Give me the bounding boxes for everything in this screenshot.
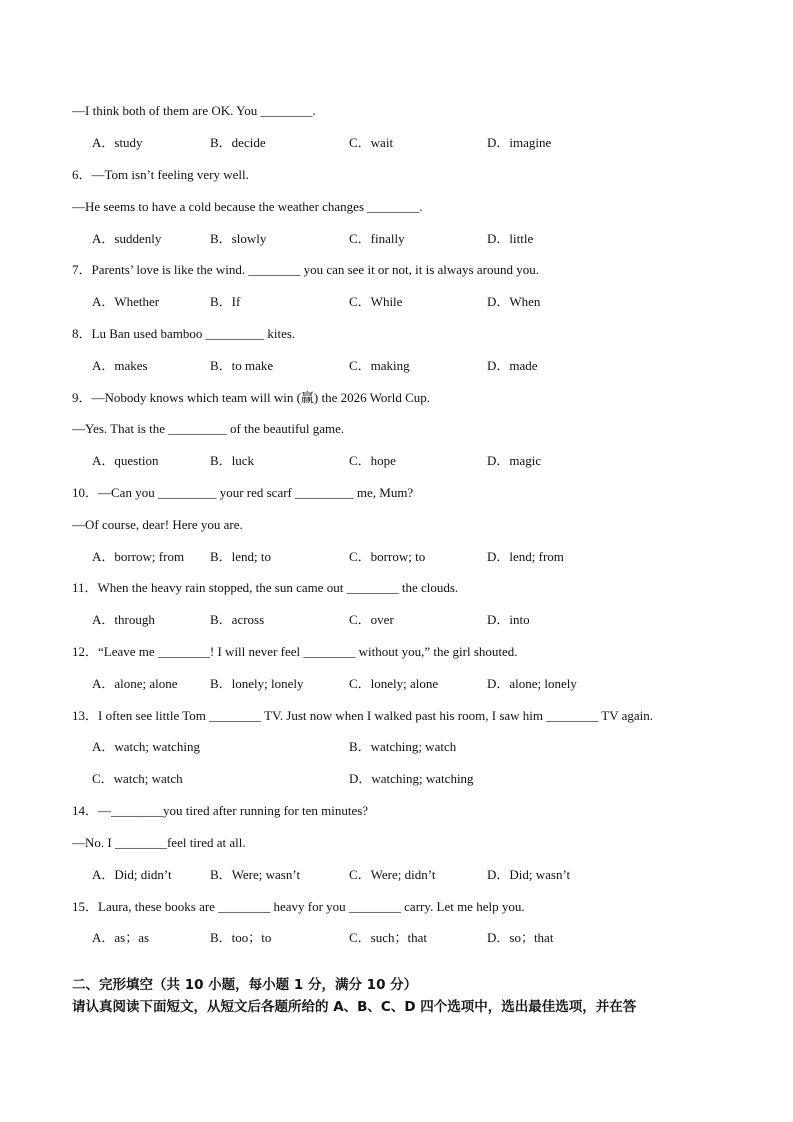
option-d: D．magic — [487, 453, 542, 468]
option-d: D．so；that — [487, 930, 554, 945]
question-11-options — [92, 612, 732, 628]
question-14-options — [92, 867, 732, 883]
option-d: D．made — [487, 358, 538, 373]
option-b: B．If — [210, 294, 241, 309]
question-12-options — [92, 676, 732, 692]
question-10-options — [92, 549, 732, 565]
question-15-line-1: 15．Laura, these books are ________ heavy for you ________ carry. Let me help you. — [72, 899, 525, 914]
question-13-line-1: 13．I often see little Tom ________ TV. Just now when I walked past his room, I saw him ________ TV again. — [72, 708, 654, 723]
option-c: C．wait — [349, 135, 394, 150]
question-8-line-1: 8．Lu Ban used bamboo _________ kites. — [72, 326, 296, 341]
option-d: D．alone; lonely — [487, 676, 577, 691]
option-c: C．lonely; alone — [349, 676, 439, 691]
question-13-options-row-1 — [92, 739, 732, 755]
question-7-line-1: 7．Parents’ love is like the wind. ________ you can see it or not, it is always around you. — [72, 262, 539, 277]
question-9-line-1: 9．—Nobody knows which team will win (赢) the 2026 World Cup. — [72, 390, 430, 405]
option-c: C．hope — [349, 453, 396, 468]
option-c: C．Were; didn’t — [349, 867, 436, 882]
option-c: C．finally — [349, 231, 405, 246]
question-14-line-1: 14．—________you tired after running for ten minutes? — [72, 803, 369, 818]
option-d: D．When — [487, 294, 541, 309]
option-b: B．watching; watch — [349, 739, 457, 754]
question-6-line-2: —He seems to have a cold because the weather changes ________. — [72, 199, 423, 214]
question-10-line-2: —Of course, dear! Here you are. — [72, 517, 243, 532]
option-a: A．suddenly — [92, 231, 162, 246]
option-b: B．too；to — [210, 930, 272, 945]
option-a: A．Did; didn’t — [92, 867, 172, 882]
question-6-line-1: 6．—Tom isn’t feeling very well. — [72, 167, 249, 182]
option-a: A．question — [92, 453, 159, 468]
option-a: A．watch; watching — [92, 739, 200, 754]
option-b: B．slowly — [210, 231, 267, 246]
option-b: B．decide — [210, 135, 266, 150]
option-d: D．into — [487, 612, 530, 627]
option-c: C．over — [349, 612, 394, 627]
section-instruction: 请认真阅读下面短文，从短文后各题所给的 A、B、C、D 四个选项中，选出最佳选项，并在答 — [72, 999, 637, 1015]
option-c: C．borrow; to — [349, 549, 426, 564]
question-10-line-1: 10．—Can you _________ your red scarf _________ me, Mum? — [72, 485, 414, 500]
question-7-options — [92, 294, 732, 310]
option-a: A．as；as — [92, 930, 150, 945]
option-d: D．imagine — [487, 135, 552, 150]
option-c: C．such；that — [349, 930, 427, 945]
option-d: D．Did; wasn’t — [487, 867, 571, 882]
option-a: A．Whether — [92, 294, 160, 309]
option-c: C．While — [349, 294, 403, 309]
question-14-line-2: —No. I ________feel tired at all. — [72, 835, 246, 850]
question-12-line-1: 12．“Leave me ________! I will never feel ________ without you,” the girl shouted. — [72, 644, 518, 659]
option-b: B．across — [210, 612, 265, 627]
question-5-line-1: —I think both of them are OK. You ________. — [72, 103, 316, 118]
question-8-options — [92, 358, 732, 374]
section-title: 二、完形填空（共 10 小题，每小题 1 分，满分 10 分） — [72, 977, 418, 993]
option-c: C．watch; watch — [92, 771, 183, 786]
option-d: D．lend; from — [487, 549, 564, 564]
option-a: A．makes — [92, 358, 148, 373]
option-a: A．through — [92, 612, 155, 627]
question-6-options — [92, 231, 732, 247]
option-b: B．luck — [210, 453, 255, 468]
option-b: B．Were; wasn’t — [210, 867, 301, 882]
option-a: A．borrow; from — [92, 549, 185, 564]
option-b: B．lonely; lonely — [210, 676, 304, 691]
option-d: D．watching; watching — [349, 771, 474, 786]
option-a: A．alone; alone — [92, 676, 178, 691]
question-15-options — [92, 930, 732, 946]
option-c: C．making — [349, 358, 410, 373]
option-b: B．lend; to — [210, 549, 272, 564]
option-d: D．little — [487, 231, 534, 246]
option-a: A．study — [92, 135, 143, 150]
question-9-options — [92, 453, 732, 469]
question-11-line-1: 11．When the heavy rain stopped, the sun came out ________ the clouds. — [72, 580, 459, 595]
question-13-options-row-2 — [92, 771, 732, 787]
question-5-options — [92, 135, 732, 151]
question-9-line-2: —Yes. That is the _________ of the beautiful game. — [72, 421, 345, 436]
option-b: B．to make — [210, 358, 274, 373]
